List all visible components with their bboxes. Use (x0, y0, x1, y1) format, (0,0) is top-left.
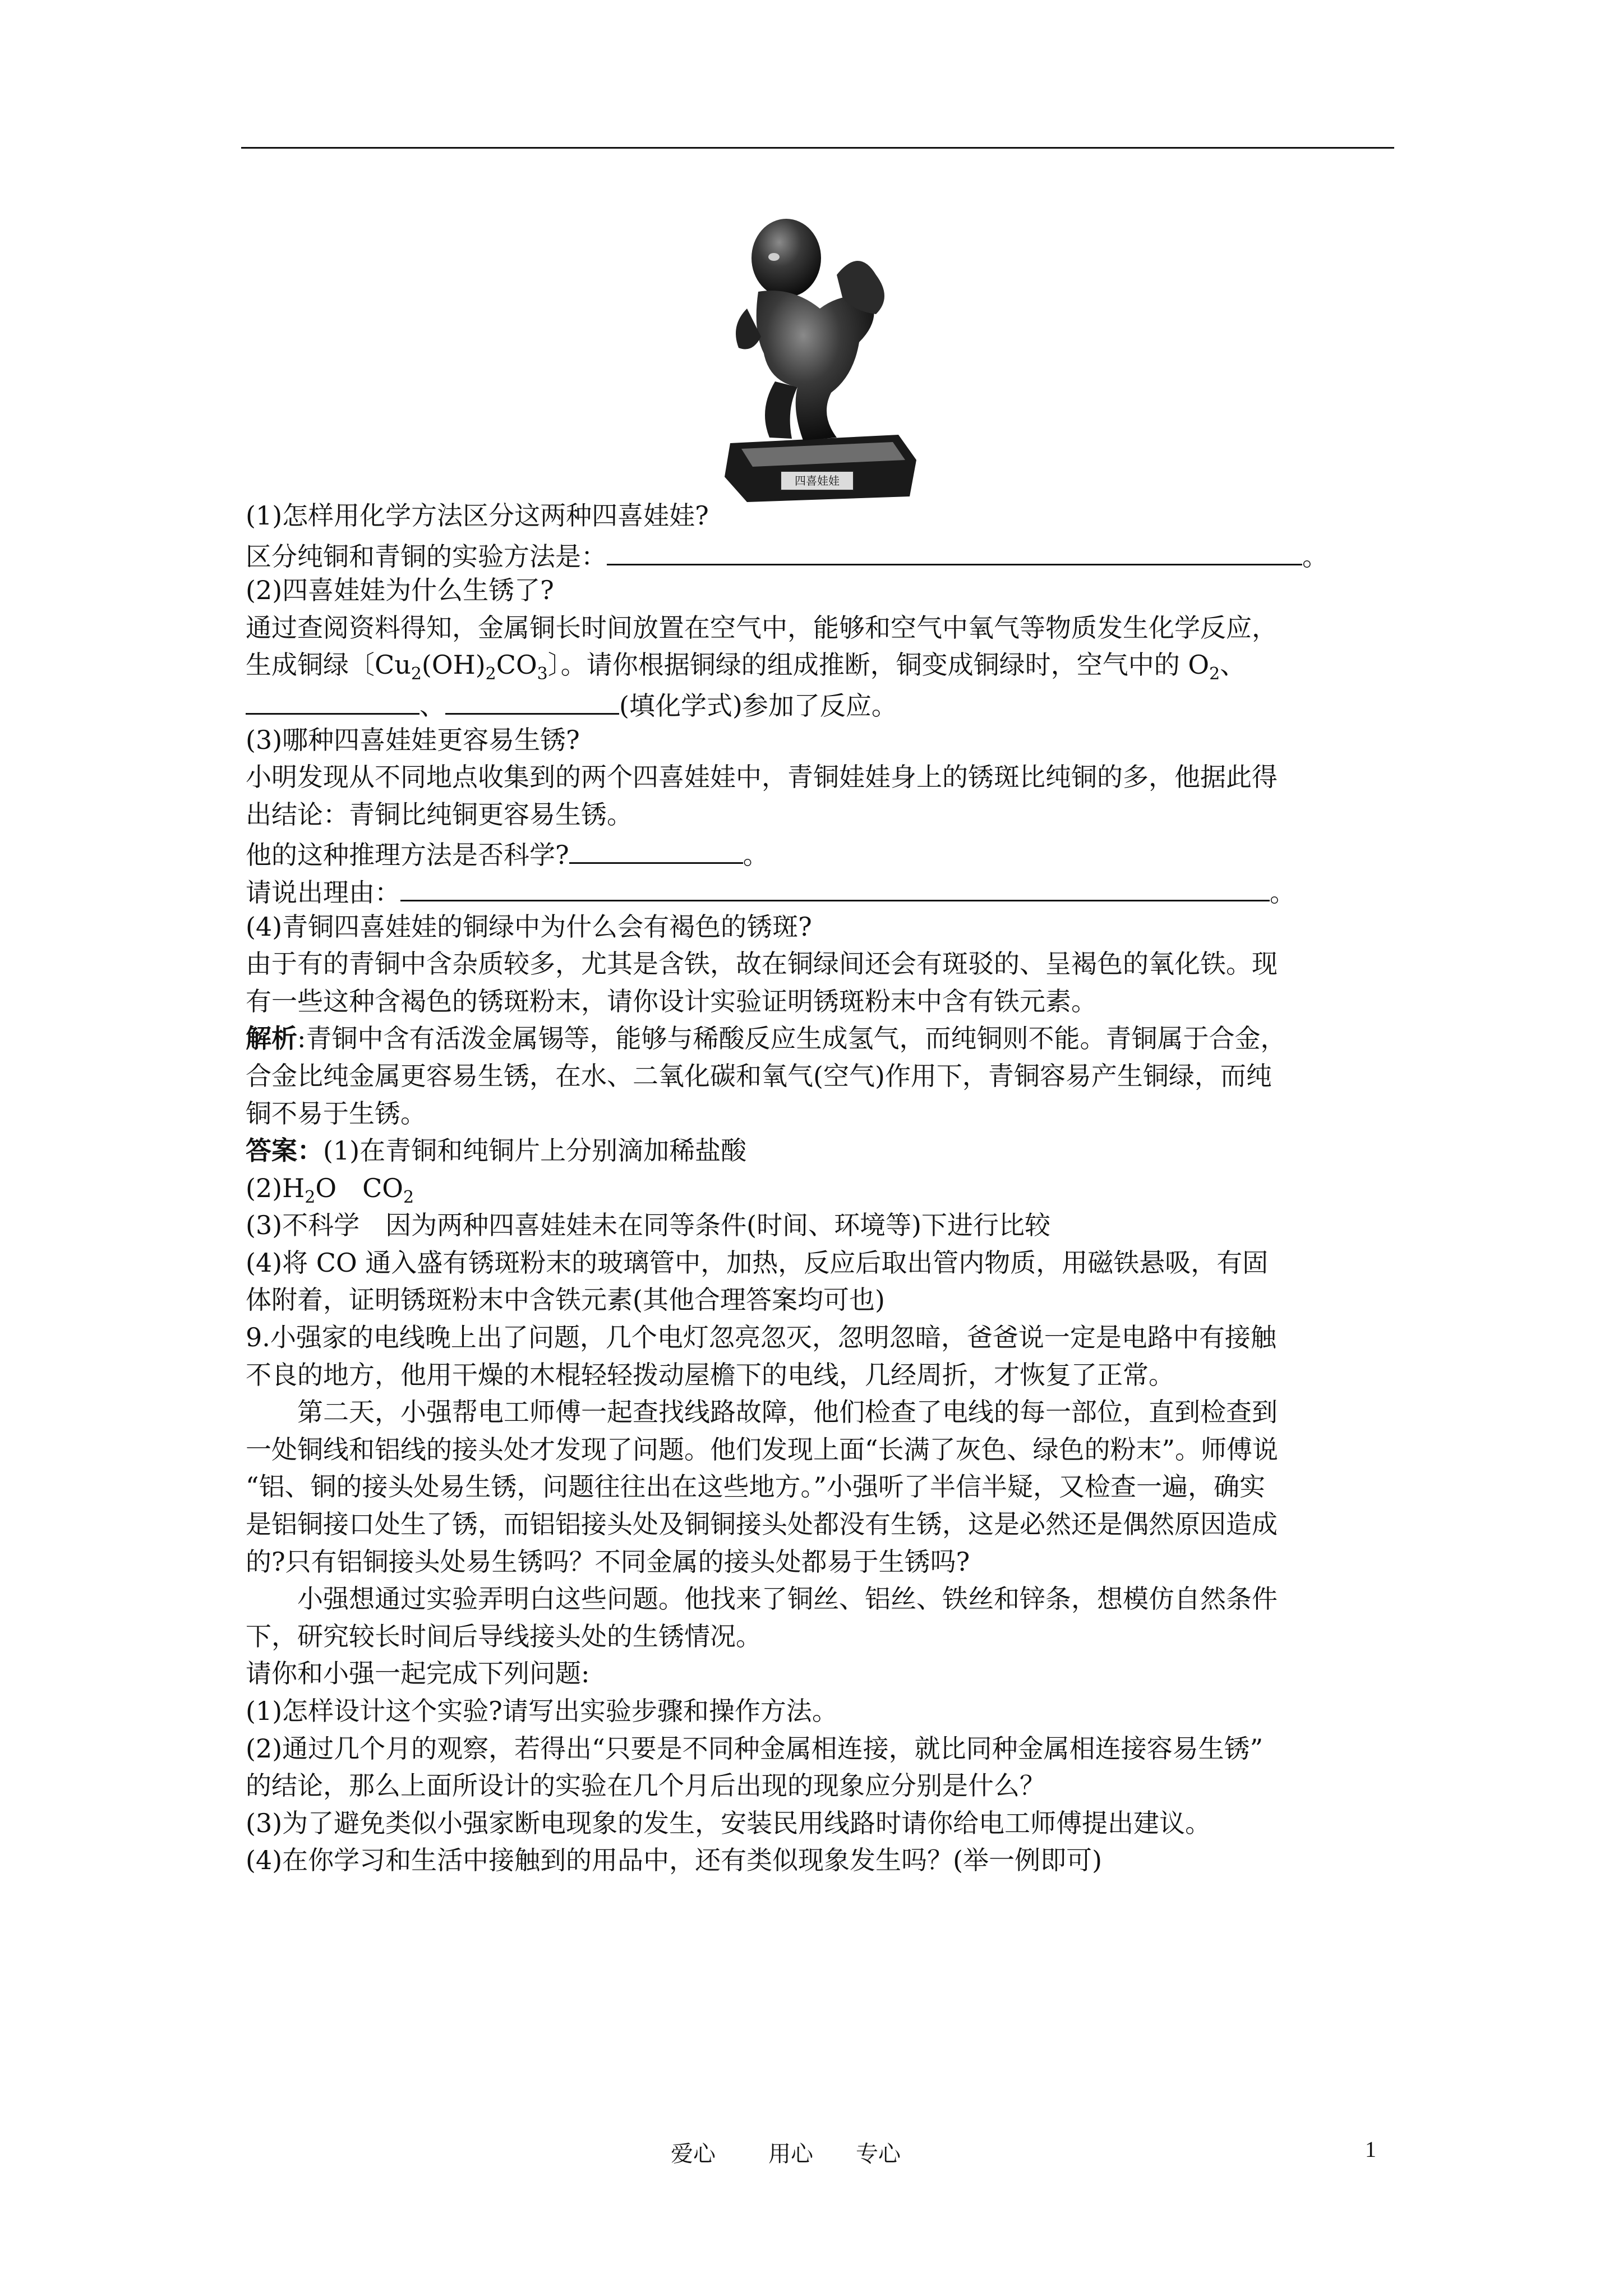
page-footer (0, 2136, 1623, 2170)
q8-part1-question: 区分纯铜和青铜的实验方法是： 。 (246, 535, 1401, 572)
q9-text: 小强想通过实验弄明白这些问题。他找来了铜丝、铝丝、铁丝和锌条，想模仿自然条件 (297, 1584, 1278, 1614)
q9-text: 不良的地方，他用干燥的木棍轻轻拨动屋檐下的电线，几经周折，才恢复了正常。 (246, 1359, 1174, 1390)
answer-blank[interactable] (400, 871, 1270, 901)
answer-blank[interactable] (246, 684, 419, 715)
q8-part3-title: (3)哪种四喜娃娃更容易生锈? (246, 724, 580, 755)
document-body (246, 497, 1401, 1879)
answer-label: 答案： (246, 1135, 323, 1166)
q9-text: 请你和小强一起完成下列问题: (246, 1658, 590, 1689)
answer-line: 体附着，证明锈斑粉末中含铁元素(其他合理答案均可也) (246, 1285, 885, 1315)
q9-question: (1)怎样设计这个实验?请写出实验步骤和操作方法。 (246, 1696, 838, 1726)
page-number: 1 (1365, 2137, 1376, 2162)
q9-text: 下，研究较长时间后导线接头处的生锈情况。 (246, 1621, 762, 1651)
answer-blank[interactable] (569, 833, 743, 864)
statue-image (708, 213, 921, 505)
q8-part2-title: (2)四喜娃娃为什么生锈了? (246, 575, 554, 606)
q9-question: (4)在你学习和生活中接触到的用品中，还有类似现象发生吗？(举一例即可) (246, 1845, 1103, 1876)
q8-part4-text: 由于有的青铜中含杂质较多，尤其是含铁，故在铜绿间还会有斑驳的、呈褐色的氧化铁。现 (246, 949, 1278, 979)
q9-text: “铝、铜的接头处易生锈，问题往往出在这些地方。”小强听了半信半疑，又检查一遍，确实 (246, 1471, 1266, 1502)
analysis-line: 解析:青铜中含有活泼金属锡等，能够与稀酸反应生成氢气，而纯铜则不能。青铜属于合金， (246, 1023, 1287, 1054)
analysis-line: 合金比纯金属更容易生锈，在水、二氧化碳和氧气(空气)作用下，青铜容易产生铜绿，而纯 (246, 1060, 1272, 1091)
q9-text: 的?只有铝铜接头处易生锈吗？不同金属的接头处都易于生锈吗? (246, 1546, 970, 1577)
q9-text: 是铝铜接口处生了锈，而铝铝接头处及铜铜接头处都没有生锈，这是必然还是偶然原因造成 (246, 1509, 1278, 1540)
q8-part2-text: 通过查阅资料得知，金属铜长时间放置在空气中，能够和空气中氧气等物质发生化学反应， (246, 612, 1278, 643)
answer-blank[interactable] (445, 684, 619, 715)
answer-blank[interactable] (607, 535, 1302, 565)
q8-part1-title: (1)怎样用化学方法区分这两种四喜娃娃? (246, 500, 709, 531)
analysis-label: 解析 (246, 1023, 297, 1054)
q9-text: 第二天，小强帮电工师傅一起查找线路故障，他们检查了电线的每一部位，直到检查到 (297, 1397, 1278, 1428)
q9-question: 的结论，那么上面所设计的实验在几个月后出现的现象应分别是什么？ (246, 1770, 1045, 1801)
footer-word: 专心 (856, 2141, 901, 2167)
q8-part3-reason: 请说出理由： 。 (246, 871, 1401, 908)
q9-question: (2)通过几个月的观察，若得出“只要是不同种金属相连接，就比同种金属相连接容易生锈” (246, 1733, 1264, 1764)
svg-text:四喜娃娃: 四喜娃娃 (795, 474, 840, 487)
q8-part3-text: 出结论：青铜比纯铜更容易生锈。 (246, 799, 633, 830)
q9-question: (3)为了避免类似小强家断电现象的发生，安装民用线路时请你给电工师傅提出建议。 (246, 1807, 1211, 1838)
answer-line: (3)不科学 因为两种四喜娃娃未在同等条件(时间、环境等)下进行比较 (246, 1210, 1051, 1241)
footer-word: 爱心 (671, 2141, 716, 2167)
analysis-line: 铜不易于生锈。 (246, 1098, 426, 1129)
answer-line: (4)将 CO 通入盛有锈斑粉末的玻璃管中，加热，反应后取出管内物质，用磁铁悬吸，有固 (246, 1247, 1269, 1278)
answer-line: $(2)H_2O$ $CO_2$ (246, 1172, 414, 1207)
q8-part2-blanks: 、 (填化学式)参加了反应。 (246, 684, 1401, 721)
q8-part4-text: 有一些这种含褐色的锈斑粉末，请你设计实验证明锈斑粉末中含有铁元素。 (246, 986, 1097, 1016)
footer-word: 用心 (768, 2141, 813, 2167)
q8-part4-title: (4)青铜四喜娃娃的铜绿中为什么会有褐色的锈斑? (246, 911, 812, 942)
q8-part2-formula-line: 生成铜绿〔$Cu_2(OH)_2CO_3$〕。请你根据铜绿的组成推断，铜变成铜绿时，空气中的 $O_2$、 (246, 650, 1246, 684)
q9-text: 9.小强家的电线晚上出了问题，几个电灯忽亮忽灭，忽明忽暗，爸爸说一定是电路中有接触 (246, 1322, 1276, 1353)
q9-text: 一处铜线和铝线的接头处才发现了问题。他们发现上面“长满了灰色、绿色的粉末”。师傅说 (246, 1434, 1279, 1465)
plaque-text (795, 474, 840, 487)
header-rule (241, 147, 1394, 149)
q8-part3-question: 他的这种推理方法是否科学? 。 (246, 833, 1401, 871)
q8-part3-text: 小明发现从不同地点收集到的两个四喜娃娃中，青铜娃娃身上的锈斑比纯铜的多，他据此得 (246, 762, 1278, 793)
answer-line: 答案：(1)在青铜和纯铜片上分别滴加稀盐酸 (246, 1135, 747, 1166)
